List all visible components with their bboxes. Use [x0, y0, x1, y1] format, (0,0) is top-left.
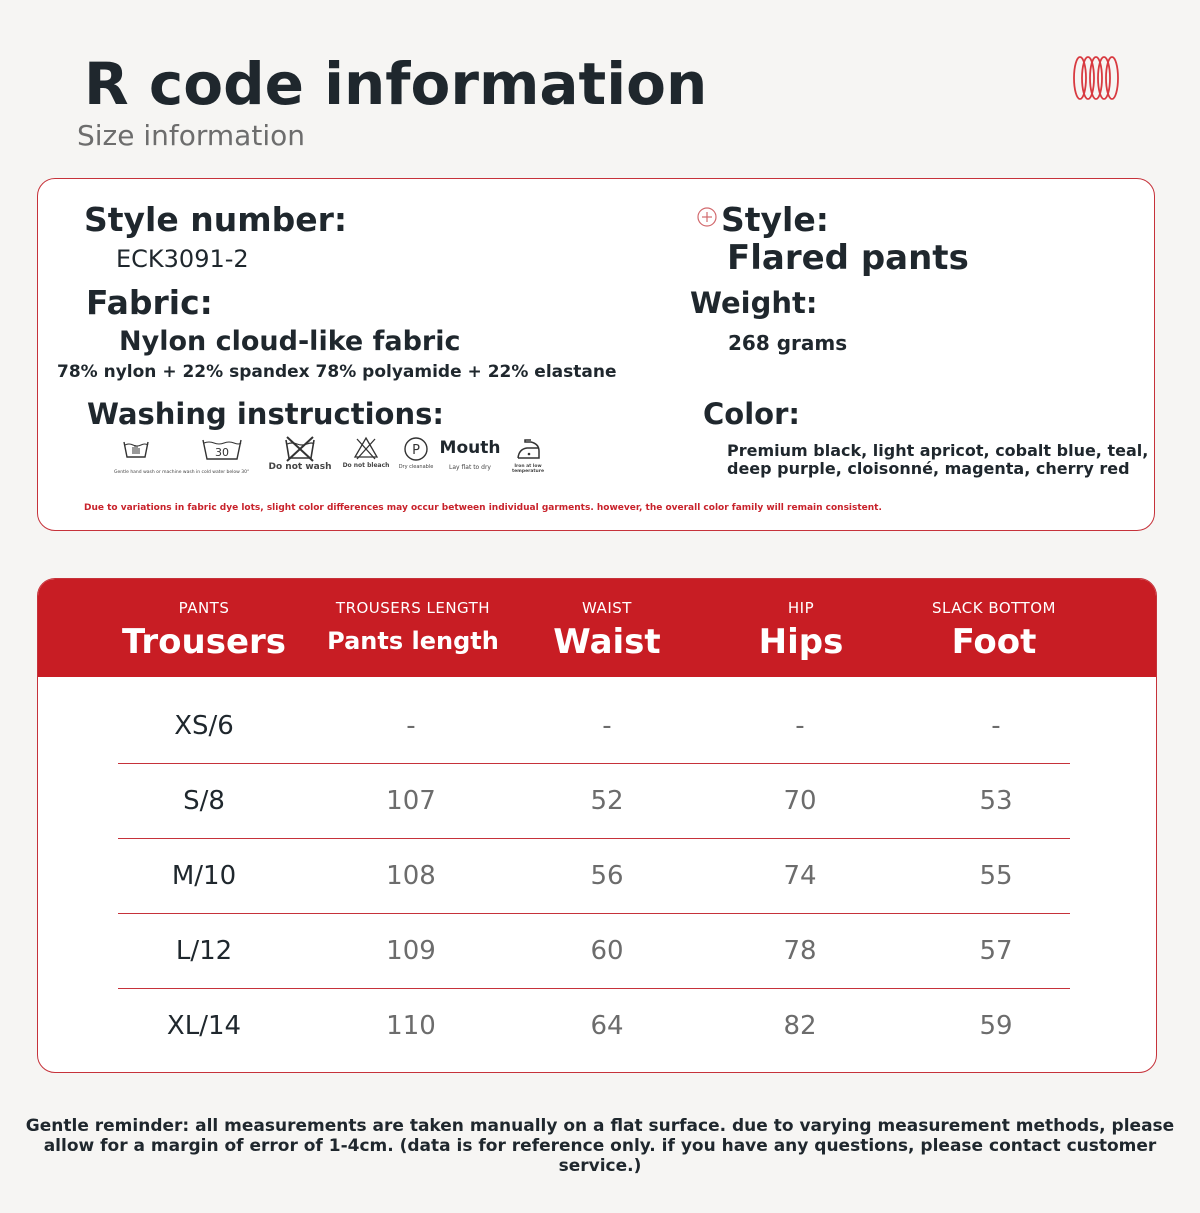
washing-icons [112, 436, 552, 480]
do-not-bleach-icon [353, 436, 379, 460]
lay-flat-caption: Lay flat to dry [449, 464, 491, 471]
style-number-label: Style number: [84, 200, 348, 239]
lay-flat-dry-icon: Mouth [439, 438, 501, 458]
table-row [118, 914, 1070, 989]
page-subtitle: Size information [77, 119, 305, 152]
header-col-trousers [104, 579, 304, 662]
waist-cell: 60 [590, 936, 624, 966]
wash-icon-iron [508, 436, 548, 474]
color-label: Color: [703, 397, 800, 431]
wash-temp-number: 30 [215, 446, 229, 459]
fabric-label: Fabric: [86, 283, 213, 322]
hand-wash-caption: Gentle hand wash or machine wash in cold water below 30° [114, 470, 250, 475]
header-col-foot-small: SLACK BOTTOM [932, 599, 1056, 617]
color-disclaimer: Due to variations in fabric dye lots, slight color differences may occur between individual garments. however, the overall color family will remain consistent. [84, 503, 882, 513]
size-table-header [38, 579, 1156, 677]
header-col-trousers-small: PANTS [178, 599, 230, 617]
hand-wash-icon [122, 436, 150, 460]
color-value-line-1: Premium black, light apricot, cobalt blue, teal, [727, 441, 1149, 460]
foot-cell: - [991, 711, 1001, 741]
size-cell: XL/14 [166, 1011, 242, 1041]
hips-cell: 74 [783, 861, 817, 891]
pants-length-cell: 110 [386, 1011, 436, 1041]
hips-cell: 70 [783, 786, 817, 816]
table-row [118, 764, 1070, 839]
hips-cell: 82 [783, 1011, 817, 1041]
size-cell: S/8 [183, 786, 225, 816]
dry-clean-p-icon [403, 436, 429, 462]
fabric-value: Nylon cloud-like fabric [119, 326, 461, 357]
header-col-pants-length [313, 579, 513, 655]
dry-clean-caption: Dry cleanable [398, 464, 434, 470]
pants-length-cell: 107 [386, 786, 436, 816]
style-value: Flared pants [727, 238, 969, 278]
hips-cell: 78 [783, 936, 817, 966]
waist-cell: 52 [590, 786, 624, 816]
do-not-wash-caption: Do not wash [268, 462, 332, 472]
wash-30-icon [201, 436, 243, 462]
waist-cell: 56 [590, 861, 624, 891]
brand-logo-icon [1071, 54, 1121, 102]
plus-circle-icon [697, 207, 717, 227]
wash-icon-hand [112, 436, 250, 475]
pants-length-cell: 109 [386, 936, 436, 966]
foot-cell: 57 [979, 936, 1013, 966]
measurement-reminder [0, 1116, 1200, 1176]
fabric-composition: 78% nylon + 22% spandex 78% polyamide + 22% elastane [57, 362, 617, 382]
page-title: R code information [84, 50, 708, 118]
weight-value: 268 grams [728, 331, 848, 355]
header-col-pants-length-small: TROUSERS LENGTH [335, 599, 491, 617]
header-col-pants-length-big: Pants length [327, 627, 499, 655]
header-col-trousers-big: Trousers [121, 622, 287, 662]
iron-caption: Iron at low temperature [511, 464, 545, 474]
table-row [118, 989, 1070, 1064]
wash-icon-lay-flat [438, 436, 502, 471]
size-cell: M/10 [171, 861, 237, 891]
foot-cell: 55 [979, 861, 1013, 891]
washing-instructions-label: Washing instructions: [87, 397, 444, 431]
foot-cell: 59 [979, 1011, 1013, 1041]
size-table [37, 578, 1157, 1073]
table-row [118, 689, 1070, 764]
size-cell: L/12 [175, 936, 233, 966]
style-number-value: ECK3091-2 [116, 245, 249, 273]
waist-cell: - [602, 711, 612, 741]
weight-label: Weight: [690, 286, 818, 320]
style-label: Style: [721, 200, 829, 239]
table-row [118, 839, 1070, 914]
color-value-line-2: deep purple, cloisonné, magenta, cherry red [727, 459, 1130, 478]
wash-icon-dry-clean [394, 436, 438, 470]
wash-icon-30 [200, 436, 244, 462]
do-not-wash-icon [283, 436, 317, 462]
header-col-hips [701, 579, 901, 662]
pants-length-cell: 108 [386, 861, 436, 891]
foot-cell: 53 [979, 786, 1013, 816]
header-col-waist-big: Waist [553, 622, 661, 662]
header-col-hips-big: Hips [758, 622, 844, 662]
size-cell: XS/6 [174, 711, 234, 741]
iron-low-icon [514, 436, 542, 462]
reminder-line-2: allow for a margin of error of 1-4cm. (data is for reference only. if you have any questions, please contact customer service.) [43, 1136, 1157, 1176]
header-col-foot-big: Foot [951, 622, 1037, 662]
wash-icon-do-not-bleach [338, 436, 394, 469]
hips-cell: - [795, 711, 805, 741]
pants-length-cell: - [406, 711, 416, 741]
wash-icon-do-not-wash [268, 436, 332, 472]
header-col-waist-small: WAIST [582, 599, 632, 617]
header-col-hips-small: HIP [787, 599, 815, 617]
waist-cell: 64 [590, 1011, 624, 1041]
reminder-line-1: Gentle reminder: all measurements are taken manually on a flat surface. due to varying measurement methods, please [25, 1116, 1175, 1136]
header-col-foot [894, 579, 1094, 662]
header-col-waist [507, 579, 707, 662]
dry-clean-letter: P [412, 443, 420, 458]
do-not-bleach-caption: Do not bleach [342, 462, 390, 469]
color-value [727, 442, 1148, 478]
